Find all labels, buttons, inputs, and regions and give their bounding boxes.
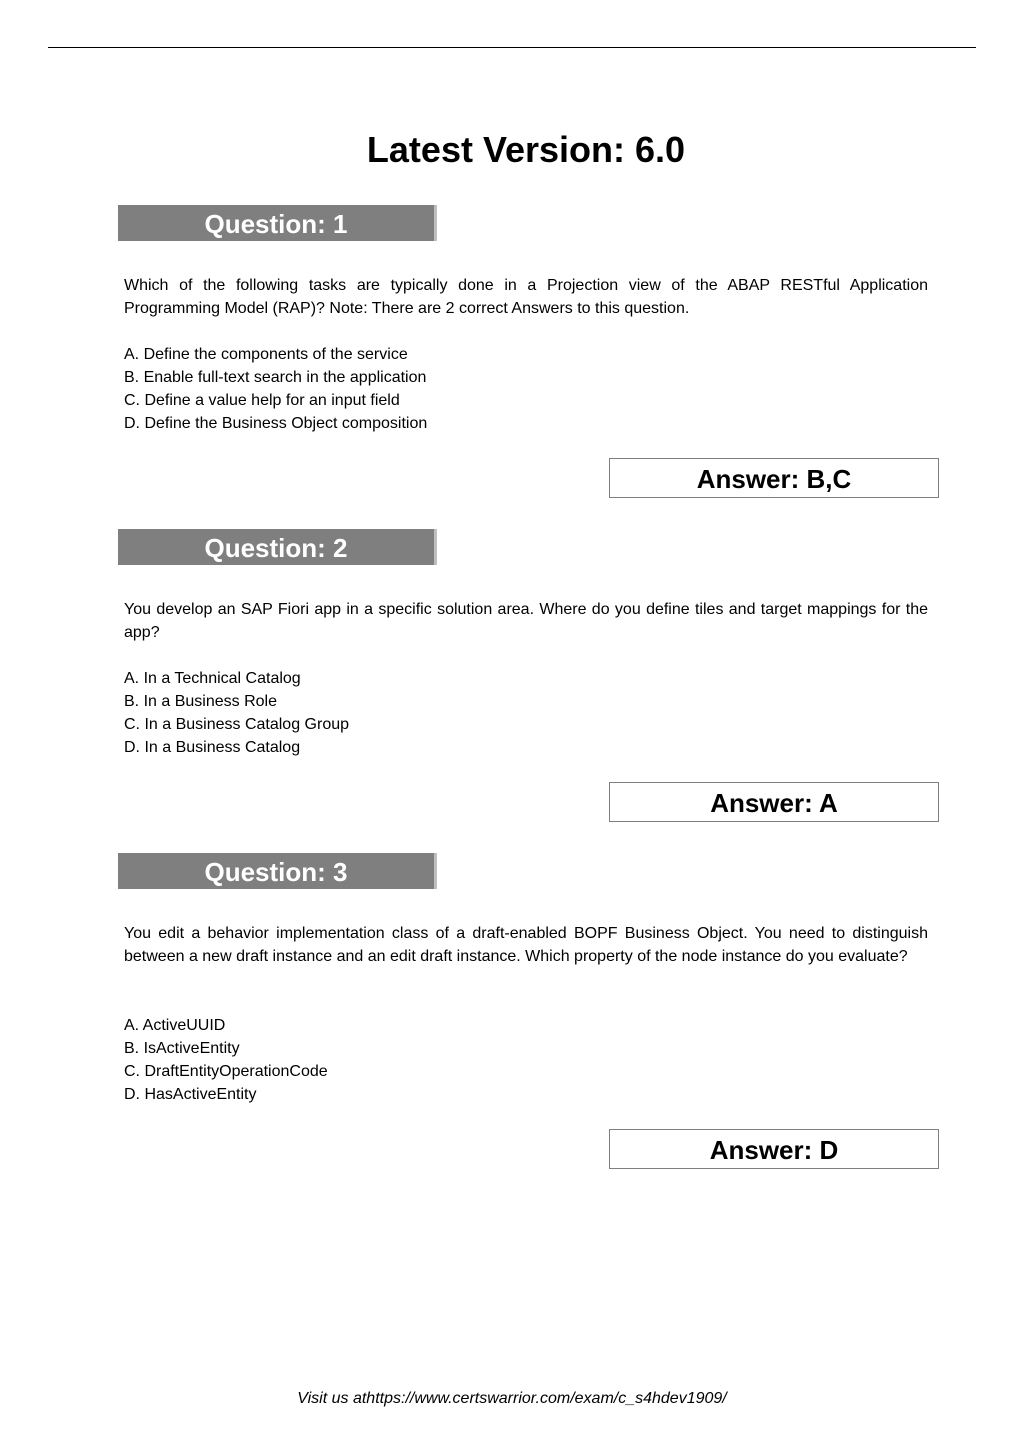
option: D. In a Business Catalog [124,739,301,756]
question-1-answer: Answer: B,C [609,458,939,498]
option: D. Define the Business Object composition [124,415,428,432]
option: B. Enable full-text search in the application [124,369,427,386]
header-divider [48,47,976,48]
footer-link[interactable]: Visit us athttps://www.certswarrior.com/exam/c_s4hdev1909/ [297,1390,727,1407]
question-2-answer: Answer: A [609,782,939,822]
question-2-text: You develop an SAP Fiori app in a specific solution area. Where do you define tiles and target mappings for the app? [124,601,928,641]
question-3-text: You edit a behavior implementation class of a draft-enabled BOPF Business Object. You need to distinguish between a new draft instance and an edit draft instance. Which property of the node instance do you evaluate? [124,925,928,965]
option: C. Define a value help for an input field [124,392,400,409]
option: A. In a Technical Catalog [124,670,301,687]
option: C. In a Business Catalog Group [124,716,350,733]
option: A. Define the components of the service [124,346,408,363]
question-1-banner: Question: 1 [118,205,437,241]
question-2-banner: Question: 2 [118,529,437,565]
question-1-options [124,343,427,435]
option: B. IsActiveEntity [124,1040,240,1057]
question-3-banner: Question: 3 [118,853,437,889]
question-3-options [124,1014,328,1106]
question-1-text: Which of the following tasks are typically done in a Projection view of the ABAP RESTful Application Programming Model (RAP)? Note: There are 2 correct Answers to this question. [124,277,928,317]
option: C. DraftEntityOperationCode [124,1063,328,1080]
option: B. In a Business Role [124,693,277,710]
page-title: Latest Version: 6.0 [366,129,686,170]
option: A. ActiveUUID [124,1017,226,1034]
question-3-answer: Answer: D [609,1129,939,1169]
question-2-options [124,667,349,759]
option: D. HasActiveEntity [124,1086,257,1103]
